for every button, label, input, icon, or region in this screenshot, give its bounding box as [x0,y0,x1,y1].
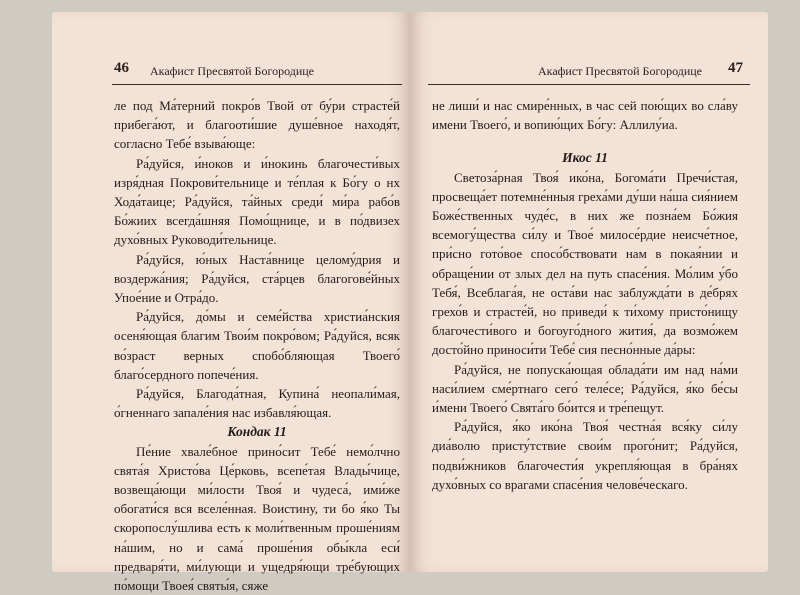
header-rule-right [428,84,750,85]
page-number-right: 47 [728,60,743,76]
paragraph: ле под Ма́терний покро́в Твой от бу́ри страсте́й прибега́ют, и благооти́шие душе́вное находя́т, согласно Тебе́ взыва́юще: [114,98,400,152]
paragraph: Ра́дуйся, ю́ных Наста́внице целому́дрия и воздержа́ния; Ра́дуйся, ста́рцев благогове́йных Упое́ние и Отра́до. [114,251,400,306]
right-page [410,12,768,572]
paragraph: Ра́дуйся, не попуска́ющая облада́ти им над на́ми наси́лием сме́ртнаго сего́ теле́се; Ра́дуйся, я́ко бе́сы и́мени Твоего́ Свята́го бо́ится и тре́пещут. [432,361,738,416]
paragraph: Светоза́рная Твоя́ ико́на, Богома́ти Пречи́стая, просвеща́ет потемне́нныя греха́ми ду́ши на́ша сия́нием Боже́ственных чуде́с, в них же позна́ем Бо́жия всемогу́щества си́лу и Твое́ милосе́рдие неисче́тное, при́сно гото́вое спосо́бствовати нам в покая́нии и обраще́нии от злых дел на путь спасе́ния. Мо́лим у́бо Тебя́, Всеблага́я, не оста́ви нас заблужда́ти в де́брях грехо́в и страсте́й, но приведи́ к ти́хому присто́нищу благочести́вого и богоуго́дного жития́, да возмо́жем досто́йно приноси́ти Тебе́ сия песно́нные да́ры: [432,169,738,358]
open-book [52,12,768,594]
paragraph: не лиши́ и нас смире́нных, в час сей пою́щих во сла́ву имени Твоего́, и вопию́щих Бо́гу: Аллилу́иа. [432,98,738,133]
paragraph: Ра́дуйся, и́ноков и и́нокинь благочести́вых изря́дная Покрови́тельнице и те́плая к Бо́гу о нх Хода́таице; Ра́дуйся, та́йных среди́ ми́ра рабо́в Бо́жиих всегда́шняя Помо́щнице, и в по́двизех духо́вных Руководи́тельнице. [114,155,400,248]
page-number-left: 46 [114,60,129,76]
header-rule-left [112,84,402,85]
left-text-body [114,96,400,595]
section-heading-ikos: Икос 11 [562,150,608,166]
right-text-body [432,96,738,494]
paragraph: Пе́ние хвале́бное прино́сит Тебе́ немо́лчно свята́я Христо́ва Це́рковь, всепе́тая Влады́чице, возвеща́ющи ми́лости Твоя́ и чудеса́, ими́же обогати́ся вся вселе́нная. Воистину, ти бо я́ко Ты скоропослу́шлива есть к моли́твенным проше́ниям на́шим, но и сама́ проше́ния обы́кла еси́ предваря́ти, ми́лующи и ущедря́ющи тре́бующих по́мощи Твоея́ святы́я, сяже [114,443,400,594]
paragraph: Ра́дуйся, я́ко ико́на Твоя́ честна́я вся́ку си́лу диа́волю присту́тствие свои́м прого́нит; Ра́дуйся, подви́жников благочести́я укрепля́ющая в бра́нях духо́вных со врагами спасе́ния челове́ческаго. [432,419,738,492]
running-title-right: Акафист Пресвятой Богородице [538,64,703,78]
section-heading-kondak: Кондак 11 [227,424,287,440]
paragraph: Ра́дуйся, до́мы и семе́йства христиа́нския осеня́ющая благим Твои́м покро́вом; Ра́дуйся, всяк во́зраст верных спобо́бляющая Твоего́ благо́сердного попече́ния. [114,309,400,382]
running-title-left: Акафист Пресвятой Богородице [150,64,315,78]
left-page [52,12,410,594]
paragraph: Ра́дуйся, Благода́тная, Купина́ неопали́мая, о́гненнаго запале́ния нас избавля́ющая. [114,386,400,421]
